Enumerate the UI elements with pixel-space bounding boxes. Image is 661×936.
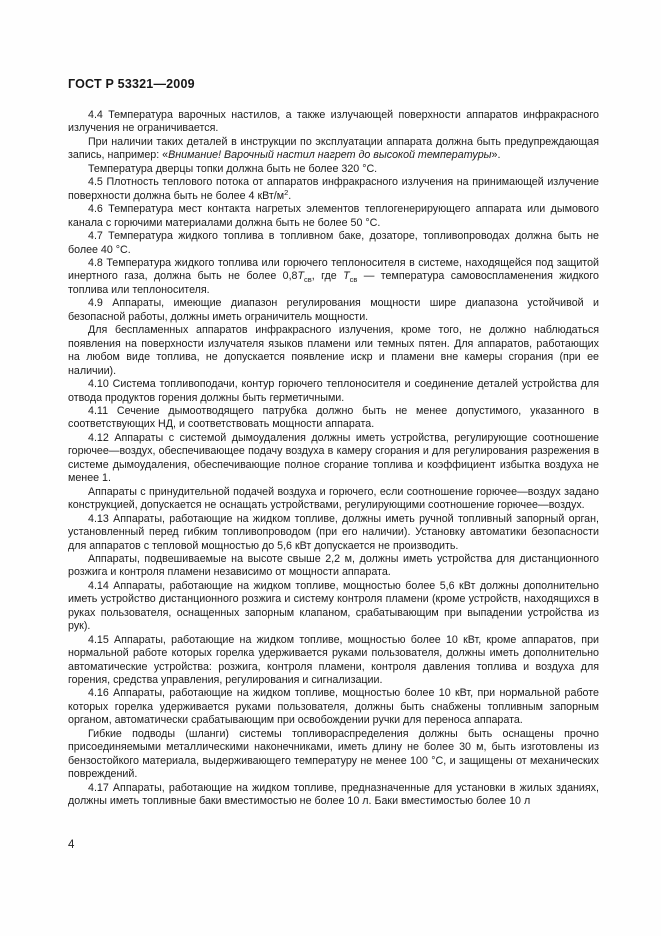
paragraph xyxy=(68,513,599,553)
paragraph xyxy=(68,405,599,432)
text-run-i: Внимание! Варочный настил нагрет до высокой температуры xyxy=(168,149,492,162)
paragraph xyxy=(68,136,599,163)
text-run: , где xyxy=(311,270,344,283)
text-run: 4.8 Температура жидкого топлива или горючего теплоносителя в системе, находящейся под защитой инертного газа, должна быть не более 0,8 xyxy=(68,256,599,283)
paragraph xyxy=(68,163,599,176)
text-run: 4.5 Плотность теплового потока от аппаратов инфракрасного излучения на принимающей излучение поверхности должна быть не более 4 кВт/м xyxy=(68,176,599,202)
text-run-sub: св xyxy=(304,274,312,284)
text-run: 4.4 Температура варочных настилов, а также излучающей поверхности аппаратов инфракрасного излучения не ограничивается. xyxy=(68,109,599,135)
text-run: 4.13 Аппараты, работающие на жидком топливе, должны иметь ручной топливный запорный орган, установленный перед гибким топливопроводом (при его наличии). Установку автоматики безопасности для аппаратов с тепловой мощностью до 5,6 кВт допускается не производить. xyxy=(68,512,599,552)
text-run: 4.12 Аппараты с системой дымоудаления должны иметь устройства, регулирующие соотношение горючее—воздух, обеспечивающее подачу воздуха в камеру сгорания и для регулирования разрежения в системе дымоудаления, обеспечивающие полное сгорание топлива и коэффициент избытка воздуха не менее 1. xyxy=(68,431,599,485)
text-run: 4.17 Аппараты, работающие на жидком топливе, предназначенные для установки в жилых зданиях, должны иметь топливные баки вместимостью не более 10 л. Баки вместимостью более 10 л xyxy=(68,781,599,808)
paragraph xyxy=(68,203,599,230)
text-run: ». xyxy=(491,149,501,162)
paragraph xyxy=(68,176,599,203)
paragraph xyxy=(68,782,599,809)
text-run: — температура самовоспламенения жидкого топлива или теплоносителя. xyxy=(68,270,599,296)
text-run-i: T xyxy=(297,270,305,283)
text-run: 4.14 Аппараты, работающие на жидком топливе, мощностью более 5,6 кВт должны дополнительно иметь устройство дистанционного розжига и систему контроля пламени (кроме устройств, находящихся в руках пользователя, оснащенных запорным клапаном, срабатывающим при выпадении устройства из рук). xyxy=(68,579,599,633)
paragraph xyxy=(68,553,599,580)
page-number: 4 xyxy=(68,839,75,851)
paragraph xyxy=(68,257,599,297)
paragraph xyxy=(68,580,599,634)
text-run: Температура дверцы топки должна быть не более 320 °С. xyxy=(88,162,378,175)
text-run: 4.15 Аппараты, работающие на жидком топливе, мощностью более 10 кВт, кроме аппаратов, при нормальной работе которых горелка удерживается руками пользователя, должны иметь дополнительно автоматические устройства: розжига, контроля пламени, контроля давления топлива и воздуха для горения, средства управления, регулирования и сигнализации. xyxy=(68,633,599,687)
paragraph xyxy=(68,432,599,486)
text-run: 4.10 Система топливоподачи, контур горючего теплоносителя и соединение деталей устройства для отвода продуктов горения должны быть герметичными. xyxy=(68,378,599,404)
paragraph xyxy=(68,486,599,513)
text-run-sup: 2 xyxy=(284,188,289,198)
text-run: Аппараты с принудительной подачей воздуха и горючего, если соотношение горючее—воздух задано конструкцией, допускается не оснащать устройствами, регулирующими соотношение горючее—воздух. xyxy=(68,485,599,512)
text-run: Для беспламенных аппаратов инфракрасного излучения, кроме того, не должно наблюдаться появления на поверхности излучателя языков пламени или темных пятен. Для аппаратов, работающих на любом виде топлива, не допускается появление искр и пламени вне камеры сгорания (при ее наличии). xyxy=(68,324,599,377)
paragraph xyxy=(68,230,599,257)
paragraph xyxy=(68,728,599,782)
paragraph xyxy=(68,324,599,378)
document-body xyxy=(68,109,599,809)
text-run: 4.6 Температура мест контакта нагретых элементов теплогенерирующего аппарата или дымового канала с горючими материалами должна быть не более 50 °С. xyxy=(68,203,599,229)
document-header: ГОСТ Р 53321—2009 xyxy=(68,77,195,91)
paragraph xyxy=(68,109,599,136)
paragraph xyxy=(68,687,599,727)
text-run: 4.16 Аппараты, работающие на жидком топливе, мощностью более 10 кВт, при нормальной работе которых горелка удерживается руками пользователя, должны быть снабжены топливным запорным органом, автоматически срабатывающим при освобождении ручки для переноса аппарата. xyxy=(68,687,599,727)
text-run: Аппараты, подвешиваемые на высоте свыше 2,2 м, должны иметь устройства для дистанционного розжига и контроля пламени независимо от мощности аппарата. xyxy=(68,552,599,579)
text-run: Гибкие подводы (шланги) системы топливораспределения должны быть оснащены прочно присоединяемыми металлическими наконечниками, иметь длину не более 30 м, быть изготовлены из бензостойкого материала, выдерживающего температуру не менее 100 °С, и защищены от механических повреждений. xyxy=(68,727,599,781)
text-run-sub: св xyxy=(349,274,358,284)
text-run: 4.7 Температура жидкого топлива в топливном баке, дозаторе, топливопроводах должна быть не более 40 °С. xyxy=(68,230,599,256)
text-run: 4.11 Сечение дымоотводящего патрубка должно быть не менее допустимого, указанного в соответствующих НД, и соответствовать мощности аппарата. xyxy=(68,404,599,431)
text-run: . xyxy=(288,189,292,202)
paragraph xyxy=(68,378,599,405)
text-run-i: T xyxy=(343,270,350,283)
paragraph xyxy=(68,634,599,688)
paragraph xyxy=(68,297,599,324)
text-run: 4.9 Аппараты, имеющие диапазон регулирования мощности шире диапазона устойчивой и безопасной работы, должны иметь ограничитель мощности. xyxy=(68,297,599,323)
text-run: При наличии таких деталей в инструкции по эксплуатации аппарата должна быть предупреждающая запись, например: « xyxy=(68,135,599,162)
